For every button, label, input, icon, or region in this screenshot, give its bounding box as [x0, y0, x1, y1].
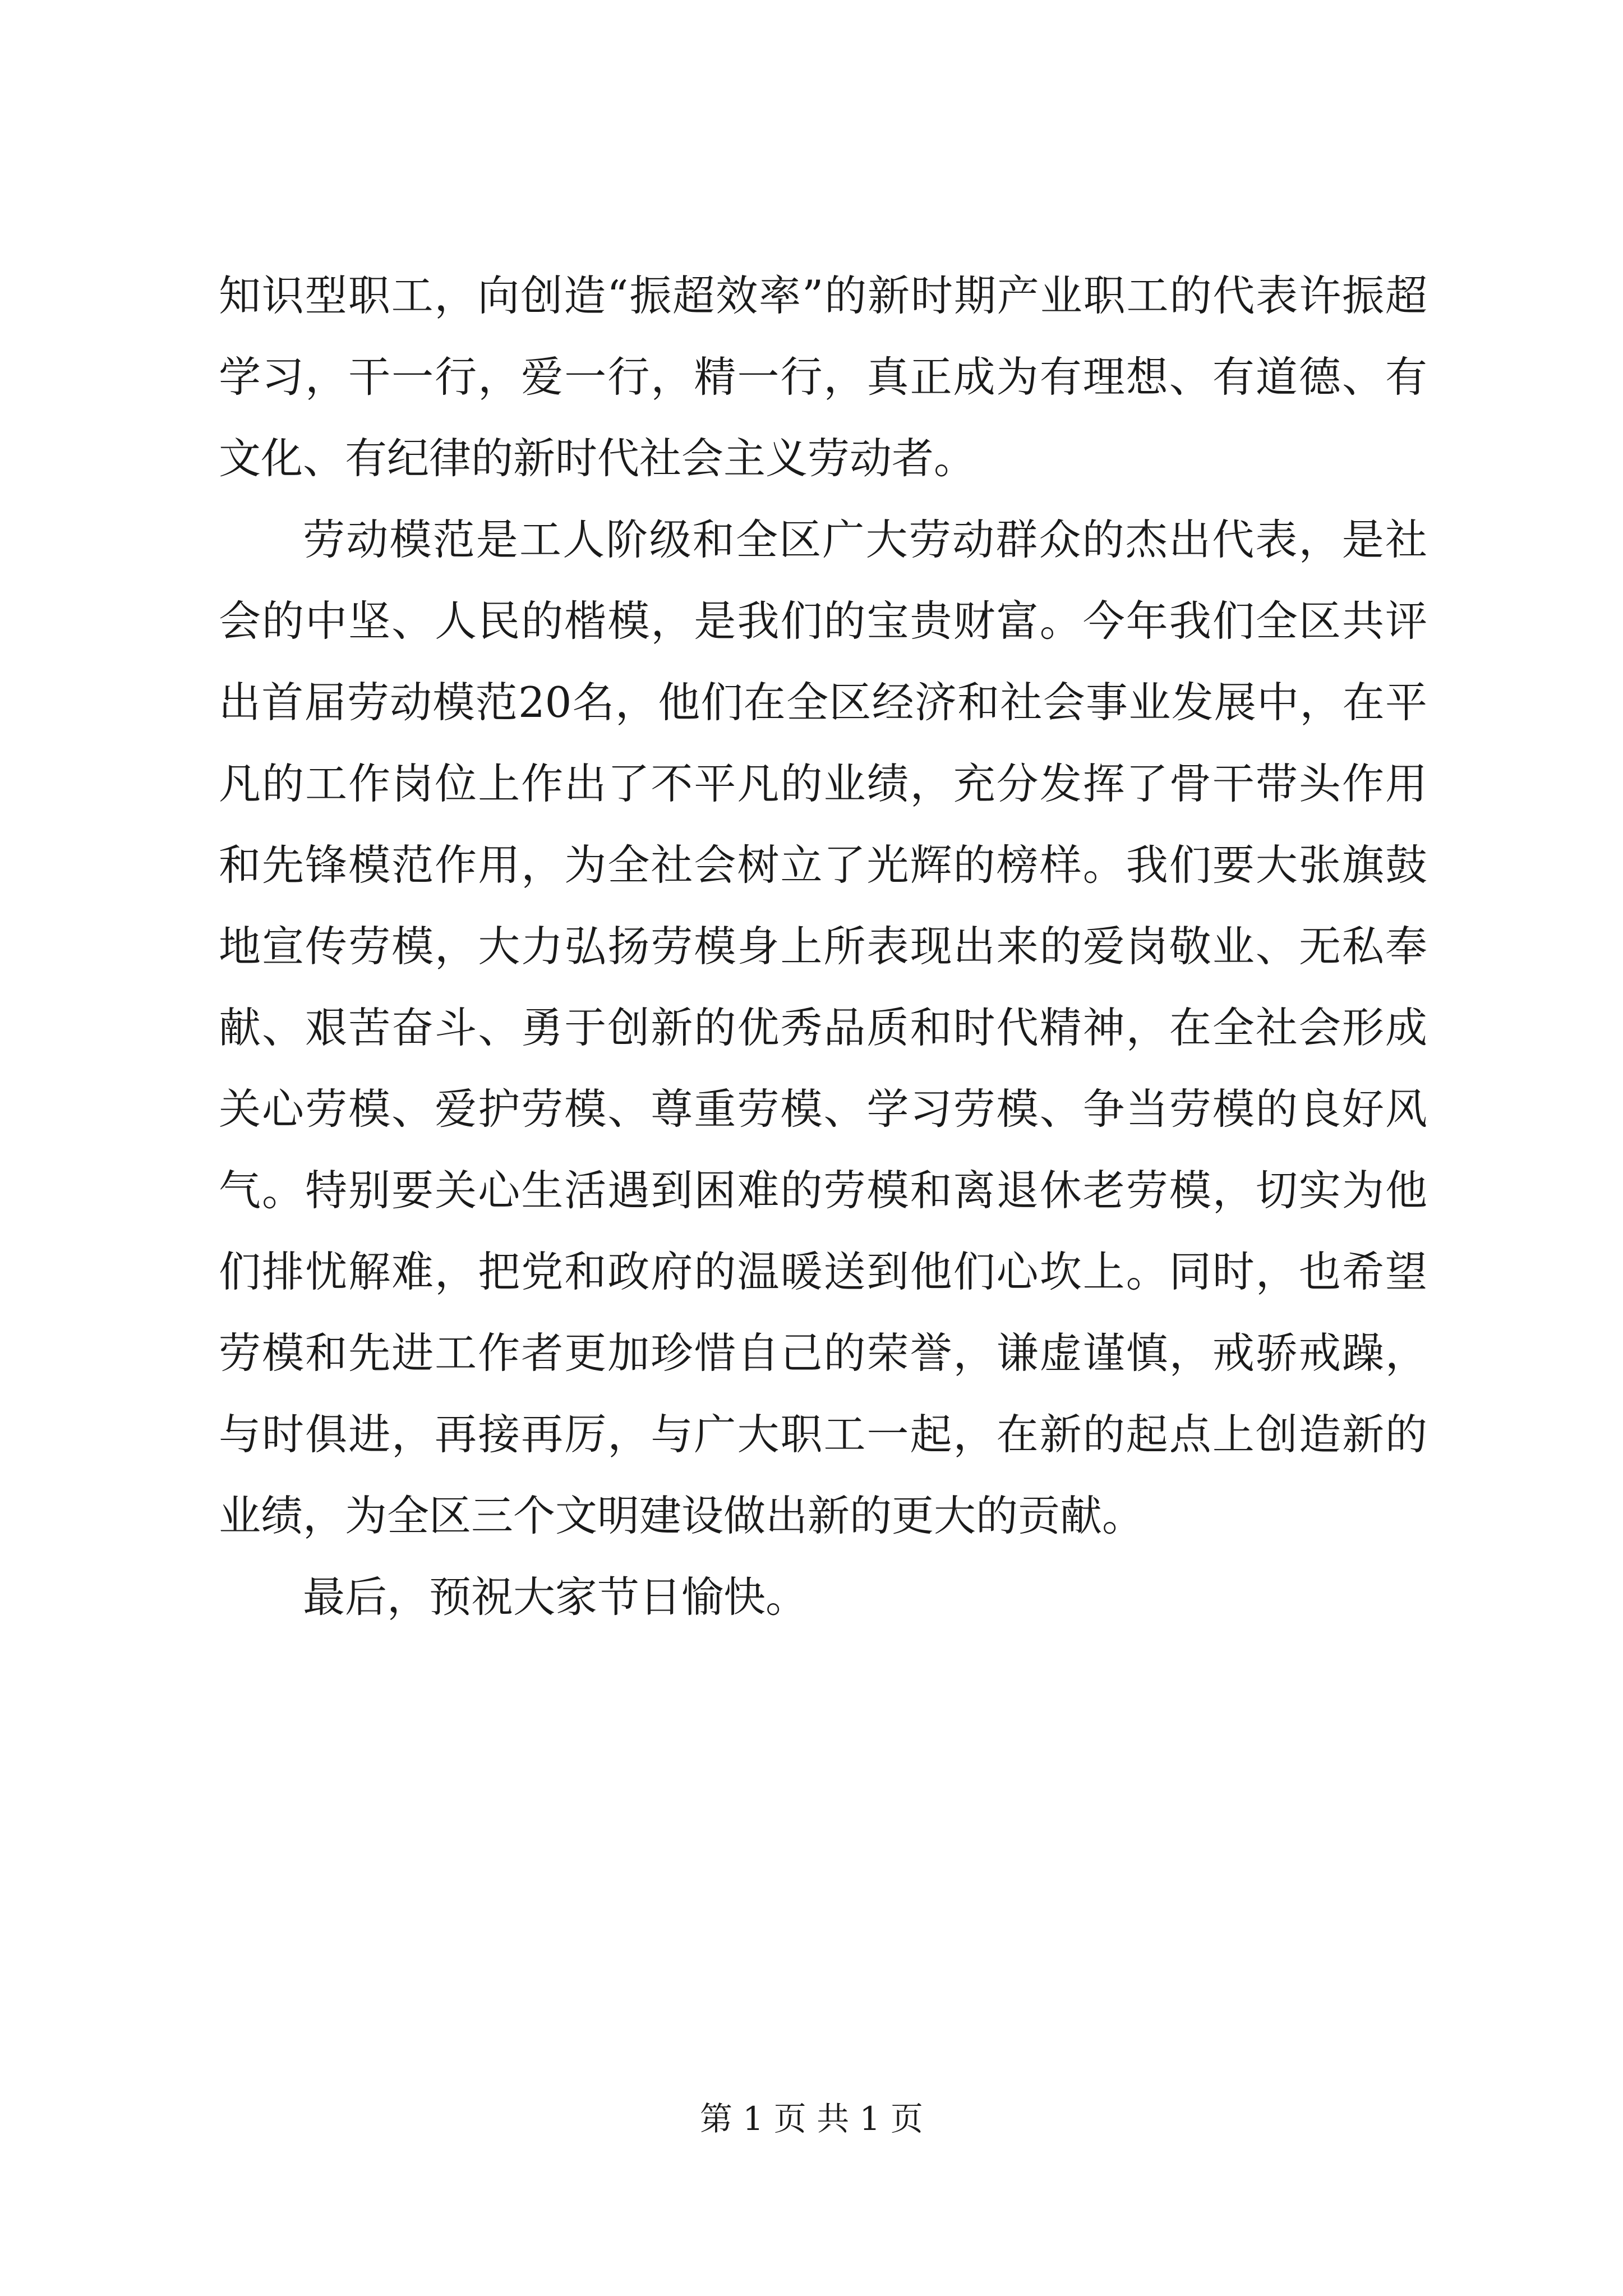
- paragraph-labor-models: 劳动模范是工人阶级和全区广大劳动群众的杰出代表，是社会的中坚、人民的楷模，是我们的宝贵财富。今年我们全区共评出首届劳动模范20名，他们在全区经济和社会事业发展中，在平凡的工作岗位上作出了不平凡的业绩，充分发挥了骨干带头作用和先锋模范作用，为全社会树立了光辉的榜样。我们要大张旗鼓地宣传劳模，大力弘扬劳模身上所表现出来的爱岗敬业、无私奉献、艰苦奋斗、勇于创新的优秀品质和时代精神，在全社会形成关心劳模、爱护劳模、尊重劳模、学习劳模、争当劳模的良好风气。特别要关心生活遇到困难的劳模和离退休老劳模，切实为他们排忧解难，把党和政府的温暖送到他们心坎上。同时，也希望劳模和先进工作者更加珍惜自己的荣誉，谦虚谨慎，戒骄戒躁，与时俱进，再接再厉，与广大职工一起，在新的起点上创造新的业绩，为全区三个文明建设做出新的更大的贡献。: [219, 515, 1427, 1540]
- paragraph-continuation: 知识型职工，向创造“振超效率”的新时期产业职工的代表许振超学习，干一行，爱一行，精一行，真正成为有理想、有道德、有文化、有纪律的新时代社会主义劳动者。: [219, 271, 1427, 483]
- paragraph-closing: 最后，预祝大家节日愉快。: [303, 1572, 808, 1622]
- page-footer: 第 1 页 共 1 页: [700, 2100, 923, 2138]
- document-body: [219, 255, 1427, 1638]
